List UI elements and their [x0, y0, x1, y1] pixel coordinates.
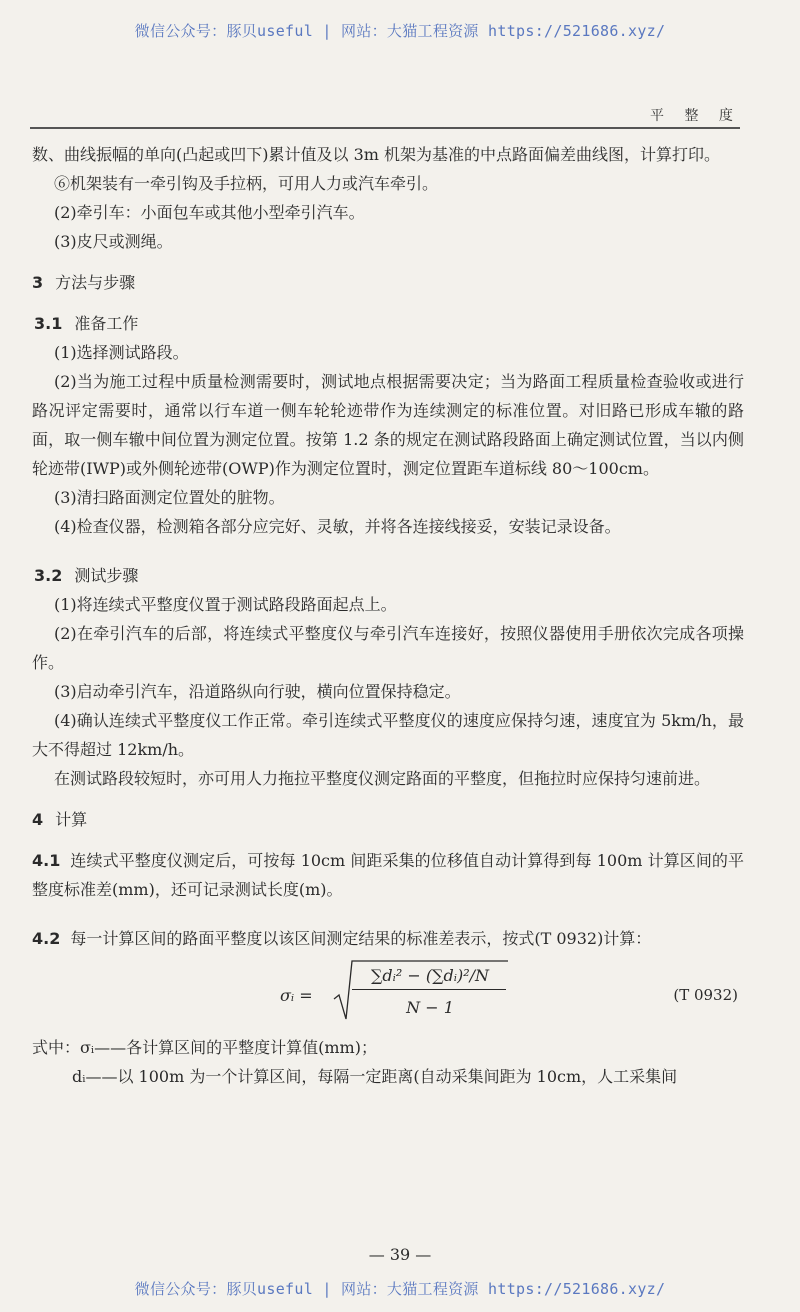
clause-number: 4.2: [32, 929, 61, 948]
fraction-bar: [352, 989, 506, 990]
formula-lhs: σᵢ =: [280, 986, 313, 1005]
section-number: 3: [32, 273, 44, 292]
clause-text: 每一计算区间的路面平整度以该区间测定结果的标准差表示，按式(T 0932)计算：: [70, 929, 652, 948]
page-number: — 39 —: [368, 1245, 432, 1264]
subsection-heading: [32, 561, 744, 590]
paragraph: ⑥机架装有一牵引钩及手拉柄，可用人力或汽车牵引。: [54, 174, 439, 193]
clause-text: 连续式平整度仪测定后，可按每 10cm 间距采集的位移值自动计算得到每 100m 计算区间的平整度标准差(mm)，还可记录测试长度(m)。: [32, 851, 744, 899]
paragraph: 在测试路段较短时，亦可用人力拖拉平整度仪测定路面的平整度，但拖拉时应保持匀速前进。: [54, 769, 711, 788]
symbol-definition: dᵢ——以 100m 为一个计算区间，每隔一定距离(自动采集间距为 10cm，人工采集间: [72, 1067, 678, 1086]
running-head: 平 整 度: [650, 108, 741, 124]
section-title: 计算: [55, 810, 88, 829]
paragraph: 数、曲线振幅的单向(凸起或凹下)累计值及以 3m 机架为基准的中点路面偏差曲线图，计算打印。: [32, 145, 721, 164]
watermark-top: 微信公众号：豚贝useful | 网站：大猫工程资源 https://521686.xyz/: [134, 22, 666, 40]
section-title: 方法与步骤: [55, 273, 136, 292]
clause-number: 4.1: [32, 851, 61, 870]
list-item: (2)当为施工过程中质量检测需要时，测试地点根据需要决定；当为路面工程质量检查验收或进行路况评定需要时，通常以行车道一侧车轮轮迹带作为连续测定的标准位置。对旧路已形成车辙的路面，取一侧车辙中间位置为测定位置。按第 1.2 条的规定在测试路段路面上确定测试位置，当以内侧轮迹带(IWP)或外侧轮迹带(OWP)作为测定位置时，测定位置距车道标线 80～100cm。: [32, 372, 744, 478]
clause-4-2: [32, 924, 744, 953]
subsection-number: 3.2: [34, 566, 63, 585]
list-item: (1)选择测试路段。: [54, 343, 189, 362]
paragraph: (3)皮尺或测绳。: [54, 232, 173, 251]
formula-numerator: ∑dᵢ² − (∑dᵢ)²/N: [370, 966, 490, 985]
list-item: (3)启动牵引汽车，沿道路纵向行驶，横向位置保持稳定。: [54, 682, 461, 701]
section-heading: [32, 268, 744, 297]
subsection-number: 3.1: [34, 314, 63, 333]
subsection-heading: [32, 309, 744, 338]
formula-denominator: N − 1: [406, 998, 454, 1017]
symbol-definition: 式中：σᵢ——各计算区间的平整度计算值(mm)；: [32, 1038, 377, 1057]
section-number: 4: [32, 810, 44, 829]
subsection-title: 准备工作: [74, 314, 139, 333]
list-item: (2)在牵引汽车的后部，将连续式平整度仪与牵引汽车连接好，按照仪器使用手册依次完成各项操作。: [32, 624, 744, 672]
list-item: (1)将连续式平整度仪置于测试路段路面起点上。: [54, 595, 397, 614]
list-item: (4)确认连续式平整度仪工作正常。牵引连续式平整度仪的速度应保持匀速，速度宜为 5km/h，最大不得超过 12km/h。: [32, 711, 744, 759]
square-root: [332, 959, 508, 1023]
equation-label: (T 0932): [673, 986, 738, 1004]
header-rule: [30, 127, 740, 129]
formula-t0932: [32, 957, 744, 1031]
list-item: (4)检查仪器，检测箱各部分应完好、灵敏，并将各连接线接妥，安装记录设备。: [54, 517, 621, 536]
list-item: (3)清扫路面测定位置处的脏物。: [54, 488, 285, 507]
page-body: [32, 140, 744, 1091]
section-heading: [32, 805, 744, 834]
watermark-bottom: 微信公众号：豚贝useful | 网站：大猫工程资源 https://521686.xyz/: [134, 1280, 666, 1298]
subsection-title: 测试步骤: [74, 566, 139, 585]
clause-4-1: [32, 846, 744, 904]
paragraph: (2)牵引车：小面包车或其他小型牵引汽车。: [54, 203, 365, 222]
